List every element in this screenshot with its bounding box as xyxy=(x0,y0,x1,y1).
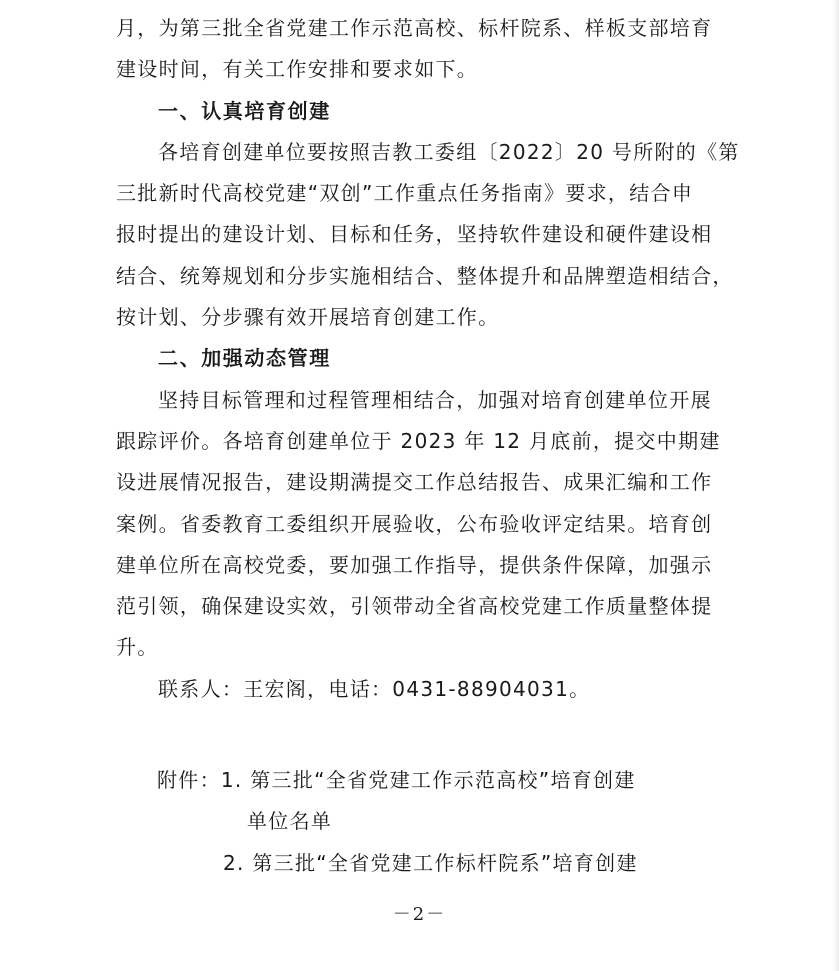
paragraph-line: 建设时间，有关工作安排和要求如下。 xyxy=(116,57,479,82)
section-1-line: 报时提出的建设计划、目标和任务，坚持软件建设和硬件建设相 xyxy=(116,222,713,247)
section-2-line: 坚持目标管理和过程管理相结合，加强对培育创建单位开展 xyxy=(158,387,712,412)
page-edge-shadow xyxy=(833,0,839,971)
section-2-heading: 二、加强动态管理 xyxy=(158,346,331,371)
section-2-line: 升。 xyxy=(116,635,159,660)
attachment-item-1-continuation: 单位名单 xyxy=(247,809,333,834)
section-2-line: 跟踪评价。各培育创建单位于 2023 年 12 月底前，提交中期建 xyxy=(116,428,721,453)
attachment-item-1: 附件：1. 第三批“全省党建工作示范高校”培育创建 xyxy=(157,768,636,792)
attachments-block xyxy=(157,760,717,884)
section-1-line: 结合、统筹规划和分步实施相结合、整体提升和品牌塑造相结合， xyxy=(116,263,734,288)
section-1-heading: 一、认真培育创建 xyxy=(158,98,331,123)
document-body xyxy=(116,8,740,710)
paragraph-line: 月，为第三批全省党建工作示范高校、标杆院系、样板支部培育 xyxy=(116,16,713,40)
attachment-item-2: 2. 第三批“全省党建工作标杆院系”培育创建 xyxy=(223,850,638,875)
section-2-line: 范引领，确保建设实效，引领带动全省高校党建工作质量整体提 xyxy=(116,594,713,619)
section-2-line: 设进展情况报告，建设期满提交工作总结报告、成果汇编和工作 xyxy=(116,470,713,495)
section-2-line: 案例。省委教育工委组织开展验收，公布验收评定结果。培育创 xyxy=(116,511,713,536)
section-1-line: 三批新时代高校党建“双创”工作重点任务指南》要求，结合申 xyxy=(116,181,694,206)
section-1-line: 按计划、分步骤有效开展培育创建工作。 xyxy=(116,305,500,330)
section-1-line: 各培育创建单位要按照吉教工委组〔2022〕20 号所附的《第 xyxy=(158,139,740,164)
page-number: －2－ xyxy=(392,904,447,925)
section-2-line: 建单位所在高校党委，要加强工作指导，提供条件保障，加强示 xyxy=(116,552,713,577)
contact-line: 联系人：王宏阁，电话：0431-88904031。 xyxy=(158,676,591,701)
